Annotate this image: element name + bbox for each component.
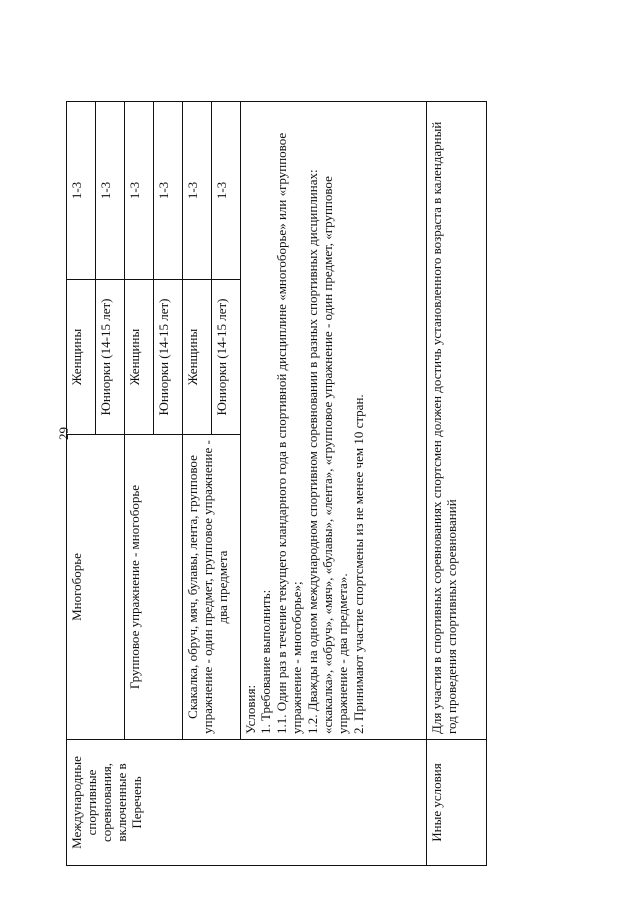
rotated-table-container [66, 102, 486, 866]
places-cell: 1-3 [212, 102, 241, 280]
requirements-table [66, 101, 487, 866]
conditions-requirement: 1. Требование выполнить: [258, 589, 273, 734]
condition-item-1-2: 1.2. Дважды на одном международном спортивном соревновании в разных спортивных дисциплинах: «скакалка», «обруч», «мяч», «булавы», «лента», «групповое упражнение - один предмет, «групповое упражнение - два предмета». [305, 169, 350, 734]
places-cell: 1-3 [125, 102, 154, 280]
places-cell: 1-3 [183, 102, 212, 280]
discipline-cell: Многоборье [67, 435, 125, 740]
category-cell: Юниорки (14-15 лет) [212, 280, 241, 435]
category-cell: Женщины [183, 280, 212, 435]
discipline-cell: Групповое упражнение - многоборье [125, 435, 183, 740]
page-number: 29 [56, 427, 71, 440]
category-cell: Юниорки (14-15 лет) [96, 280, 125, 435]
table-row [67, 102, 96, 866]
conditions-cell [241, 102, 427, 740]
places-cell: 1-3 [154, 102, 183, 280]
conditions-title: Условия: [243, 684, 258, 734]
condition-item-1-1: 1.1. Один раз в течение текущего кландарного года в спортивной дисциплине «многоборье» или «групповое упражнение - многоборье»; [274, 132, 304, 734]
competitions-header: Международные спортивные соревнования, включенные в Перечень [67, 740, 427, 866]
category-cell: Юниорки (14-15 лет) [154, 280, 183, 435]
category-cell: Женщины [67, 280, 96, 435]
condition-item-2: 2. Принимают участие спортсмены из не менее чем 10 стран. [351, 394, 366, 734]
table-row [427, 102, 487, 866]
category-cell: Женщины [125, 280, 154, 435]
other-conditions-header: Иные условия [427, 740, 487, 866]
places-cell: 1-3 [96, 102, 125, 280]
places-cell: 1-3 [67, 102, 96, 280]
other-conditions-cell: Для участия в спортивных соревнованиях спортсмен должен достичь установленного возраста в календарный год проведения спортивных соревнований [427, 102, 487, 740]
discipline-cell: Скакалка, обруч, мяч, булавы, лента, групповое упражнение - один предмет, групповое упражнение - два предмета [183, 435, 241, 740]
